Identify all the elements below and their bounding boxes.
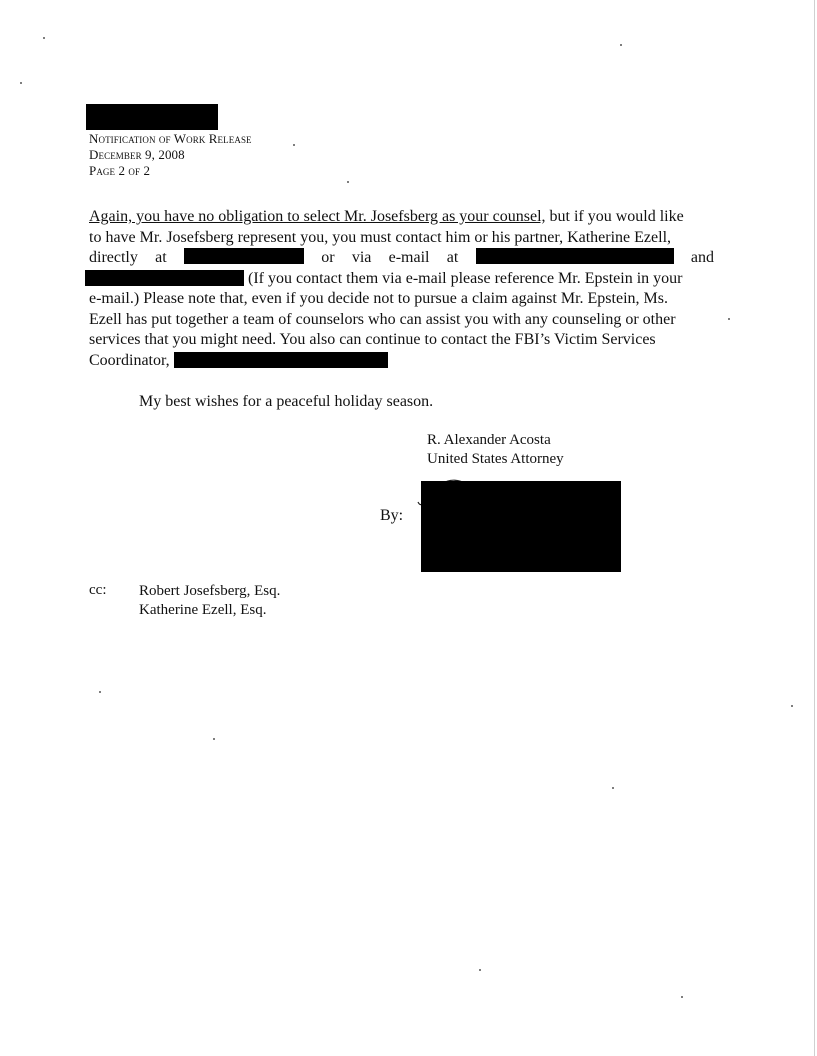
signer-title: United States Attorney xyxy=(427,451,564,467)
scan-speck xyxy=(728,318,730,320)
scan-speck xyxy=(791,705,793,707)
cc-label: cc: xyxy=(89,582,107,598)
cc-recipient: Robert Josefsberg, Esq. xyxy=(139,583,281,599)
scan-speck xyxy=(612,787,614,789)
signature-block xyxy=(427,431,564,469)
redaction-phone xyxy=(184,248,304,264)
body-line xyxy=(89,269,714,290)
scan-speck xyxy=(620,44,622,46)
scan-speck xyxy=(681,996,683,998)
body-line: Ezell has put together a team of counselors who can assist you with any counseling or other xyxy=(89,310,676,328)
cc-recipient: Katherine Ezell, Esq. xyxy=(139,602,267,618)
body-line: services that you might need. You also can continue to contact the FBI’s Victim Services xyxy=(89,331,656,348)
scan-speck xyxy=(213,738,215,740)
header-subject: Notification of Work Release xyxy=(89,131,252,146)
redaction-email-continued xyxy=(85,270,244,286)
body-line xyxy=(89,207,714,228)
redaction-email xyxy=(476,248,674,264)
page-edge xyxy=(814,0,815,1056)
body-text: (If you contact them via e-mail please reference Mr. Epstein in your xyxy=(248,269,683,287)
body-text: but if you would like xyxy=(545,208,684,225)
cc-list xyxy=(139,582,280,620)
redaction-coordinator-contact xyxy=(174,352,388,368)
body-word: e-mail xyxy=(388,249,430,266)
body-text: Coordinator, xyxy=(89,351,170,369)
scan-speck xyxy=(479,969,481,971)
body-line xyxy=(89,351,714,372)
body-word: at xyxy=(155,249,167,266)
by-label: By: xyxy=(380,507,404,524)
header-page-number: Page 2 of 2 xyxy=(89,163,151,178)
body-word: and xyxy=(690,249,714,266)
body-word: at xyxy=(446,249,459,266)
underlined-text: Again, you have no obligation to select Mr. Josefsberg as your counsel, xyxy=(89,208,546,225)
header-date: December 9, 2008 xyxy=(89,147,185,162)
scan-speck xyxy=(347,181,349,183)
body-word: directly xyxy=(89,249,138,266)
signer-name: R. Alexander Acosta xyxy=(427,432,551,448)
body-word: via xyxy=(351,249,372,266)
redaction-recipient-name xyxy=(86,104,218,130)
closing-wishes: My best wishes for a peaceful holiday season. xyxy=(139,393,434,410)
body-line: e-mail.) Please note that, even if you decide not to pursue a claim against Mr. Epstein, Ms. xyxy=(89,290,668,307)
scan-speck xyxy=(293,144,295,146)
body-paragraph xyxy=(89,207,714,371)
scan-speck xyxy=(99,691,101,693)
body-line: to have Mr. Josefsberg represent you, you must contact him or his partner, Katherine Ezell, xyxy=(89,228,672,246)
letter-header xyxy=(89,131,252,179)
body-line xyxy=(89,248,714,269)
redaction-signature xyxy=(421,481,621,572)
scan-speck xyxy=(20,82,22,84)
body-word: or xyxy=(321,249,335,266)
scan-speck xyxy=(43,37,45,39)
